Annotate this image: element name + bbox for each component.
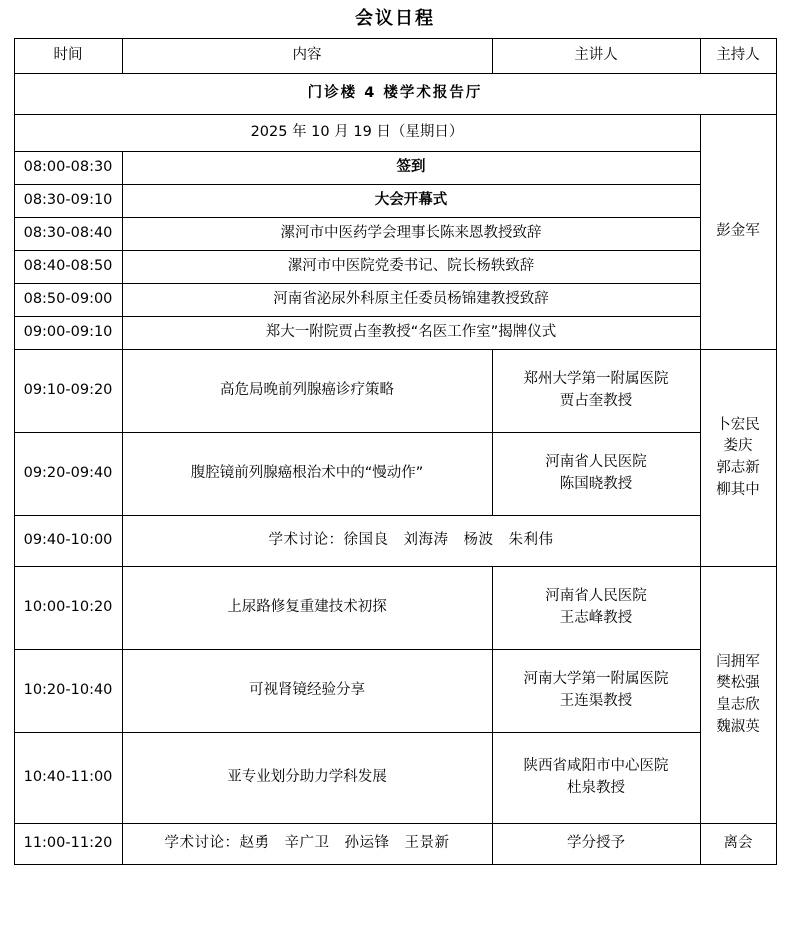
row-speaker: 河南省人民医院 陈国晓教授 [492,433,700,516]
row-time: 10:20-10:40 [14,650,122,733]
table-row [14,516,776,567]
row-time: 08:30-09:10 [14,185,122,218]
row-content: 漯河市中医院党委书记、院长杨轶致辞 [122,251,700,284]
date-row [14,115,776,152]
table-row [14,433,776,516]
table-row [14,317,776,350]
table-row-last [14,824,776,865]
host-block-1: 彭金军 [700,115,776,350]
row-speaker: 河南大学第一附属医院 王连渠教授 [492,650,700,733]
row-time: 08:50-09:00 [14,284,122,317]
row-time: 11:00-11:20 [14,824,122,865]
row-time: 10:40-11:00 [14,733,122,824]
row-time: 10:00-10:20 [14,567,122,650]
column-header-host: 主持人 [700,39,776,74]
row-time: 08:40-08:50 [14,251,122,284]
row-time: 08:30-08:40 [14,218,122,251]
host-block-3: 闫拥军 樊松强 皇志欣 魏淑英 [700,567,776,824]
table-row [14,733,776,824]
row-time: 09:40-10:00 [14,516,122,567]
row-speaker: 郑州大学第一附属医院 贾占奎教授 [492,350,700,433]
page-title: 会议日程 [355,8,435,29]
row-host: 离会 [700,824,776,865]
credit-label: 学分授予 [492,824,700,865]
venue-label: 门诊楼 4 楼学术报告厅 [14,74,776,115]
table-row [14,152,776,185]
table-row [14,350,776,433]
row-content: 亚专业划分助力学科发展 [122,733,492,824]
row-time: 09:20-09:40 [14,433,122,516]
row-time: 09:00-09:10 [14,317,122,350]
row-content: 学术讨论：徐国良 刘海涛 杨波 朱利伟 [122,516,700,567]
row-content: 漯河市中医药学会理事长陈来恩教授致辞 [122,218,700,251]
row-content: 学术讨论：赵勇 辛广卫 孙运锋 王景新 [122,824,492,865]
table-row [14,284,776,317]
table-row [14,185,776,218]
row-content: 大会开幕式 [122,185,700,218]
table-header-row [14,39,776,74]
row-content: 腹腔镜前列腺癌根治术中的“慢动作” [122,433,492,516]
column-header-time: 时间 [14,39,122,74]
row-speaker: 陕西省咸阳市中心医院 杜泉教授 [492,733,700,824]
row-content: 可视肾镜经验分享 [122,650,492,733]
row-time: 09:10-09:20 [14,350,122,433]
table-row [14,567,776,650]
column-header-speaker: 主讲人 [492,39,700,74]
table-row [14,650,776,733]
date-label: 2025 年 10 月 19 日（星期日） [14,115,700,152]
row-content: 郑大一附院贾占奎教授“名医工作室”揭牌仪式 [122,317,700,350]
table-row [14,251,776,284]
row-speaker: 河南省人民医院 王志峰教授 [492,567,700,650]
host-block-2: 卜宏民 娄庆 郭志新 柳其中 [700,350,776,567]
table-row [14,218,776,251]
agenda-table [14,38,777,865]
row-content: 签到 [122,152,700,185]
venue-row [14,74,776,115]
column-header-content: 内容 [122,39,492,74]
row-content: 高危局晚前列腺癌诊疗策略 [122,350,492,433]
row-content: 上尿路修复重建技术初探 [122,567,492,650]
row-content: 河南省泌尿外科原主任委员杨锦建教授致辞 [122,284,700,317]
row-time: 08:00-08:30 [14,152,122,185]
